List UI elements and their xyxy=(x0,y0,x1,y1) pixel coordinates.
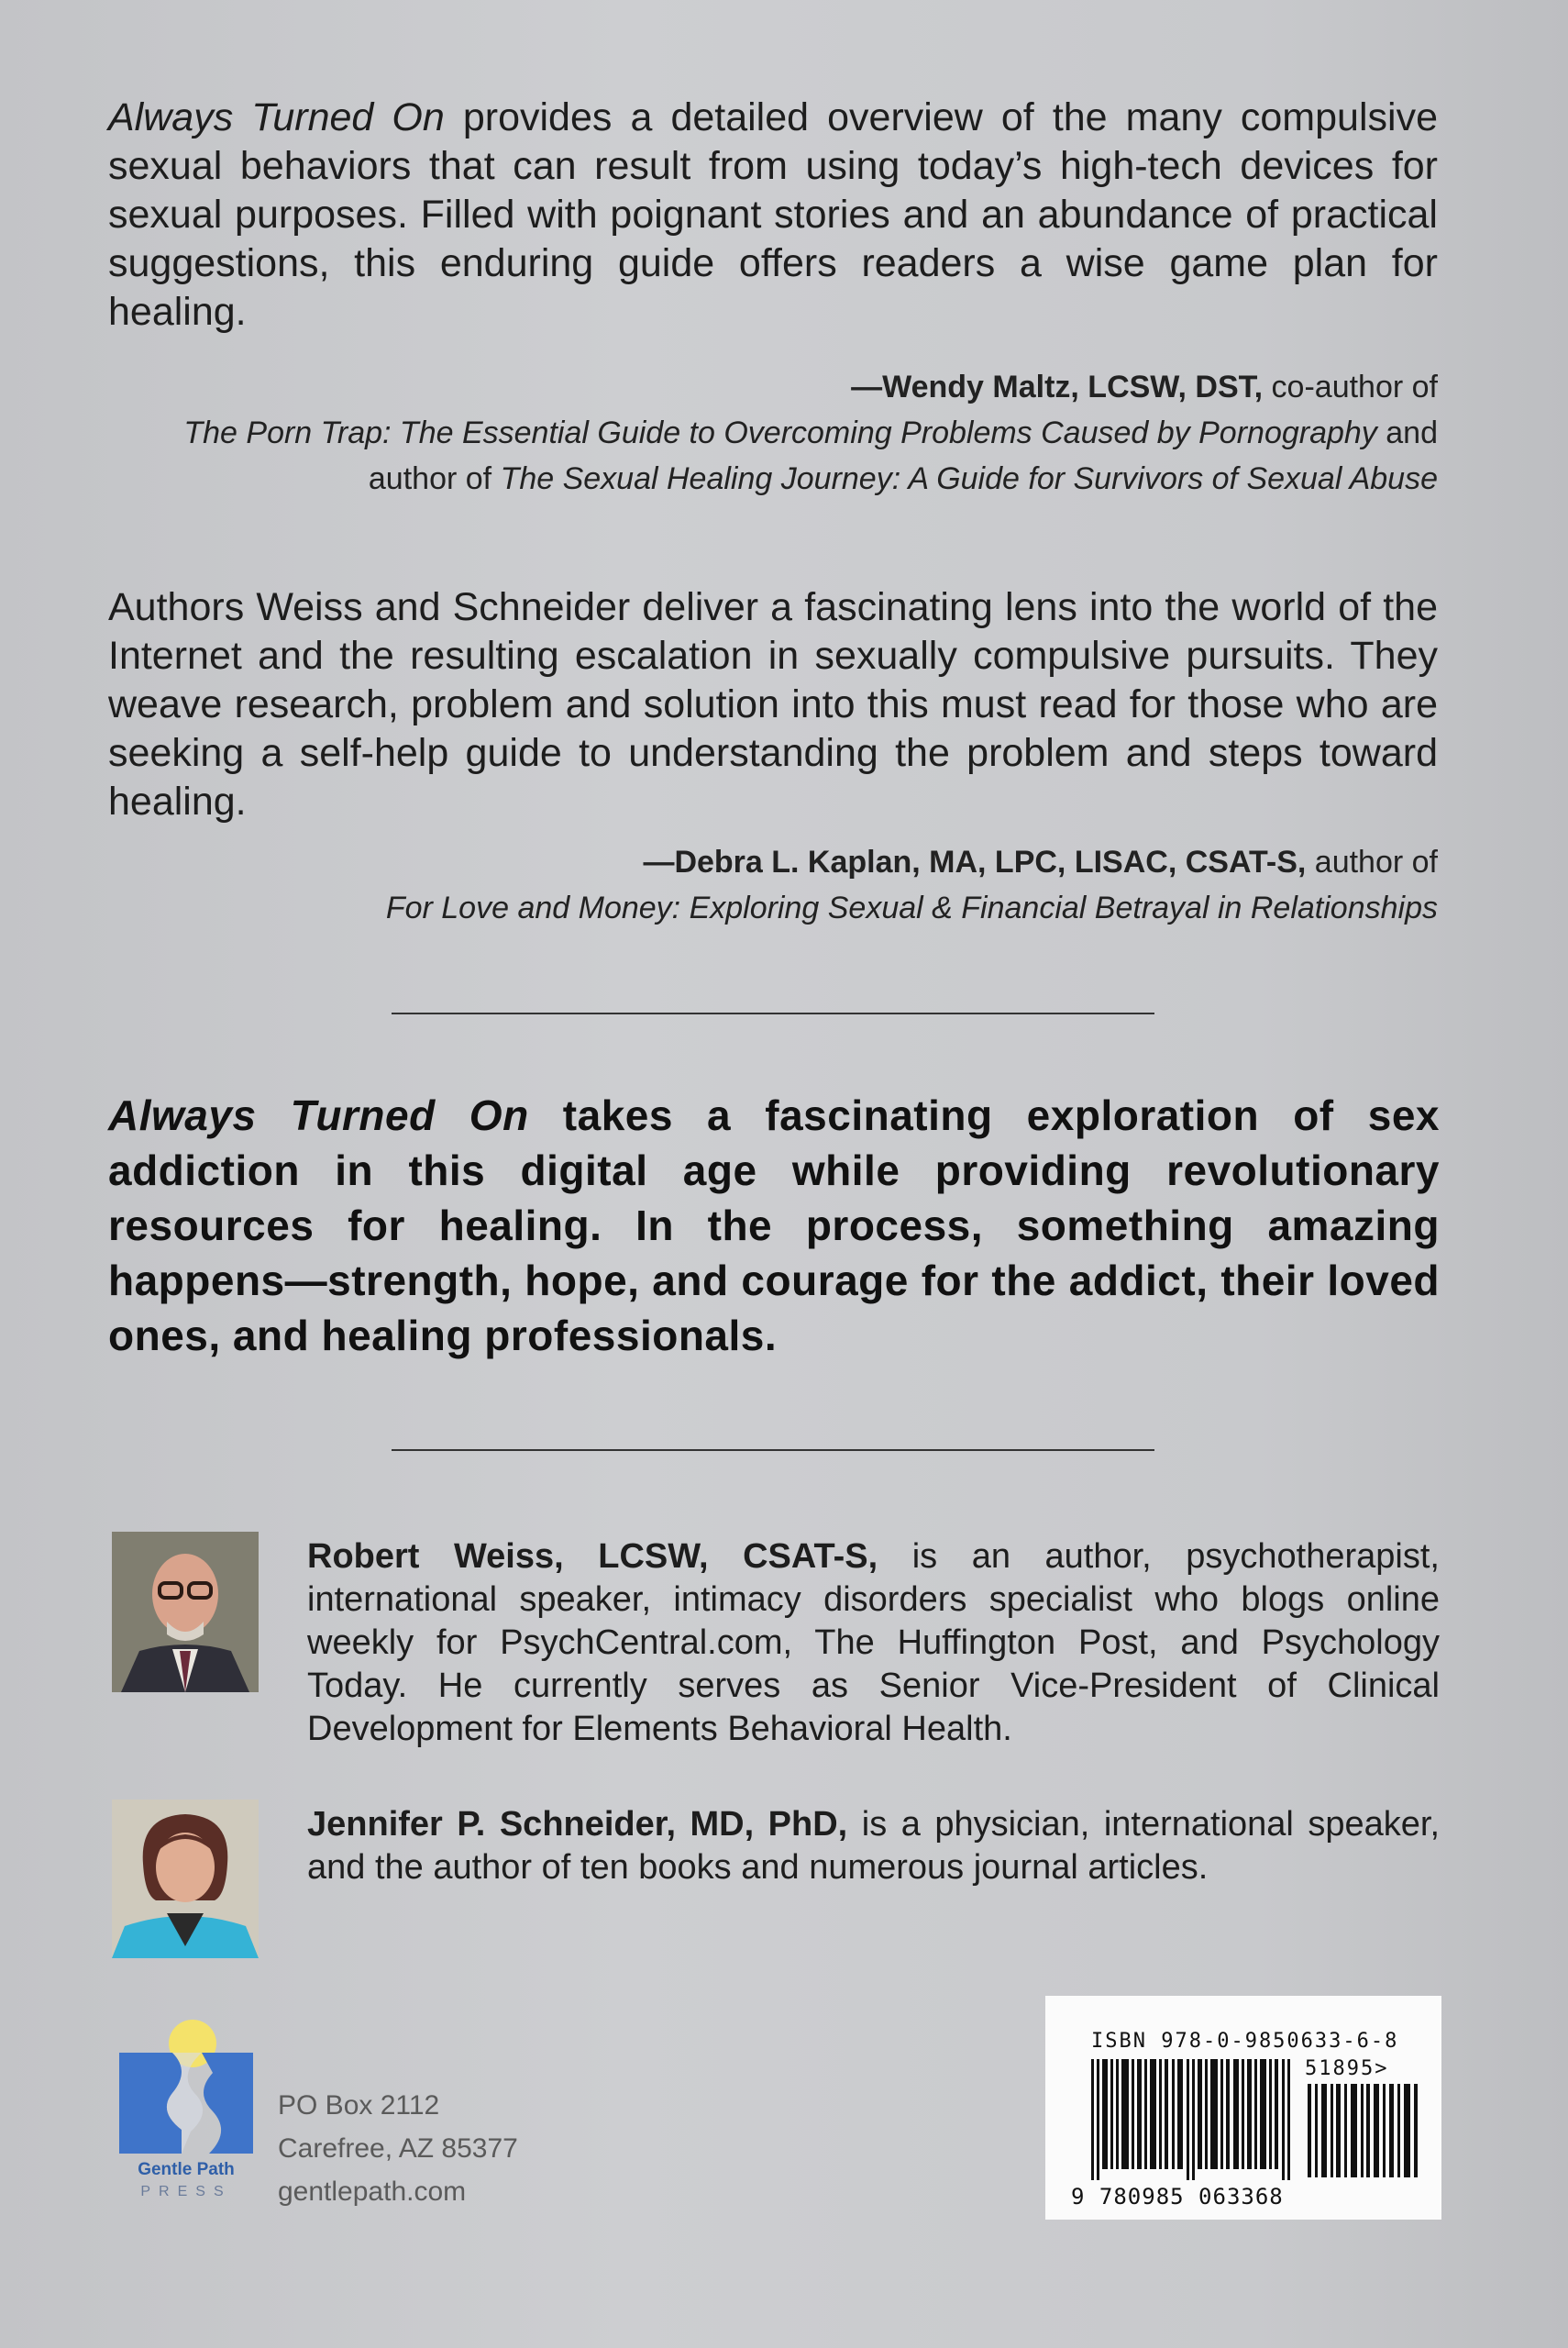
review-quote-1 xyxy=(108,94,1438,337)
author-name: Robert Weiss, LCSW, CSAT-S, xyxy=(307,1537,878,1576)
publisher-website: gentlepath.com xyxy=(278,2176,467,2207)
price-barcode-icon xyxy=(1308,2084,1419,2177)
book-pitch xyxy=(108,1088,1440,1363)
author-bio-2 xyxy=(307,1803,1440,1889)
reviewer-name: —Debra L. Kaplan, MA, LPC, LISAC, CSAT-S, xyxy=(643,845,1307,880)
divider-top xyxy=(392,1013,1154,1014)
barcode-number: 9 780985 063368 xyxy=(1071,2184,1284,2210)
reviewer-book-1: The Porn Trap: The Essential Guide to Overcoming Problems Caused by Pornography xyxy=(183,415,1377,450)
author-name: Jennifer P. Schneider, MD, PhD, xyxy=(307,1805,848,1844)
author-photo-jennifer-schneider xyxy=(112,1800,259,1958)
author-bio-text: is a physician, international speaker, and the author of ten books and numerous journal articles. xyxy=(307,1805,1441,1887)
quote-text: Authors Weiss and Schneider deliver a fascinating lens into the world of the Internet and the resulting escalation in sexually compulsive pursuits. They weave research, problem and solution into this must read for those who are seeking a self-help guide to understanding the problem and steps toward healing. xyxy=(108,585,1438,824)
author-bio-1 xyxy=(307,1535,1440,1751)
publisher-address-line2: Carefree, AZ 85377 xyxy=(278,2133,518,2164)
pitch-text: takes a fascinating exploration of sex addiction in this digital age while providing revolutionary resources for healing. In the process, something amazing happens—strength, hope, and courage for the addict, their loved ones, and healing professionals. xyxy=(108,1091,1440,1359)
reviewer-book-1: For Love and Money: Exploring Sexual & Financial Betrayal in Relationships xyxy=(385,891,1438,925)
author-photo-robert-weiss xyxy=(112,1532,259,1692)
divider-bottom xyxy=(392,1449,1154,1451)
quote-2-attribution: —Debra L. Kaplan, MA, LPC, LISAC, CSAT-S, author of For Love and Money: Exploring Sexual & Financial Betrayal in Relationships xyxy=(385,845,1438,925)
book-title: Always Turned On xyxy=(108,95,445,139)
publisher-address-line1: PO Box 2112 xyxy=(278,2090,440,2121)
isbn-label: ISBN 978-0-9850633-6-8 xyxy=(1091,2030,1399,2053)
quote-text: provides a detailed overview of the many compulsive sexual behaviors that can result from using today’s high-tech devices for sexual purposes. Filled with poignant stories and an abundance of practical suggestions, this enduring guide offers readers a wise game plan for healing. xyxy=(108,95,1438,334)
reviewer-name: —Wendy Maltz, LCSW, DST, xyxy=(851,370,1264,404)
quote-1-attribution: —Wendy Maltz, LCSW, DST, co-author of The Porn Trap: The Essential Guide to Overcoming Problems Caused by Pornography and author of The Sexual Healing Journey: A Guide for Survivors of Sexual Abuse xyxy=(183,370,1438,496)
author-bio-text: is an author, psychotherapist, international speaker, intimacy disorders specialist who blogs online weekly for PsychCentral.com, The Huffington Post, and Psychology Today. He currently serves as Senior Vice-President of Clinical Development for Elements Behavioral Health. xyxy=(307,1537,1440,1748)
logo-subtitle: PRESS xyxy=(140,2184,232,2199)
book-title: Always Turned On xyxy=(108,1091,529,1139)
price-code: 51895> xyxy=(1305,2057,1389,2080)
review-quote-2 xyxy=(108,583,1438,826)
isbn-barcode-icon xyxy=(1091,2059,1300,2180)
reviewer-book-2: The Sexual Healing Journey: A Guide for Survivors of Sexual Abuse xyxy=(500,461,1438,496)
logo-name: Gentle Path xyxy=(138,2160,235,2179)
